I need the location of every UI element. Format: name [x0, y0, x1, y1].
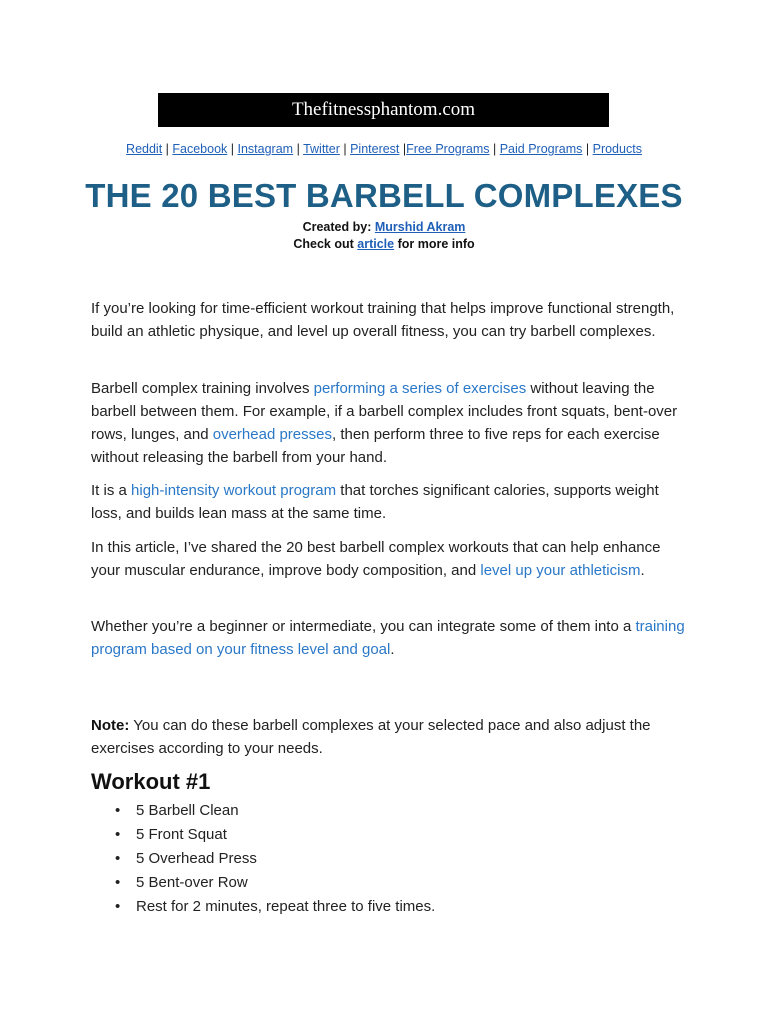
- series-of-exercises-link[interactable]: performing a series of exercises: [313, 380, 527, 397]
- list-item-text: 5 Bent-over Row: [136, 874, 248, 891]
- list-item-text: 5 Barbell Clean: [136, 802, 239, 819]
- note-label: Note:: [91, 717, 130, 734]
- credit-block: [0, 219, 768, 253]
- workout-list: [91, 799, 435, 919]
- link-reddit[interactable]: Reddit: [126, 142, 163, 156]
- site-banner: [158, 93, 609, 127]
- list-item-text: Rest for 2 minutes, repeat three to five times.: [136, 898, 436, 915]
- bullet-icon: •: [115, 826, 121, 843]
- link-paid-programs[interactable]: Paid Programs: [499, 142, 583, 156]
- bullet-icon: •: [115, 874, 121, 891]
- integration-paragraph: [91, 615, 691, 661]
- p2-text-b: without leaving the barbell between them. For example, if a barbell complex includes front squats, bent-over rows, lunges, and: [91, 380, 678, 443]
- complex-training-paragraph: [91, 377, 691, 469]
- bullet-icon: •: [115, 802, 121, 819]
- link-facebook[interactable]: Facebook: [172, 142, 228, 156]
- training-program-link[interactable]: training program based on your fitness level and goal: [91, 618, 685, 658]
- list-item: [91, 871, 435, 895]
- p5-text-b: .: [390, 641, 395, 658]
- list-item: [91, 895, 435, 919]
- p2-text-c: , then perform three to five reps for each exercise without releasing the barbell from your hand.: [91, 426, 660, 466]
- article-scope-paragraph: [91, 536, 691, 582]
- workout-title: Workout #1: [91, 769, 211, 794]
- level-up-link[interactable]: level up your athleticism: [480, 562, 641, 579]
- more-info-text: for more info: [397, 237, 475, 251]
- list-item-text: 5 Front Squat: [136, 826, 227, 843]
- note-text: You can do these barbell complexes at your selected pace and also adjust the exercises according to your needs.: [91, 717, 651, 757]
- p3-text-a: It is a: [91, 482, 132, 499]
- p4-text-a: In this article, I’ve shared the 20 best barbell complex workouts that can help enhance your muscular endurance, improve body composition, and: [91, 539, 661, 579]
- high-intensity-paragraph: [91, 479, 691, 525]
- author-link[interactable]: Murshid Akram: [374, 220, 466, 234]
- banner-text: Thefitnessphantom.com: [291, 99, 476, 120]
- bullet-icon: •: [115, 850, 121, 867]
- link-twitter[interactable]: Twitter: [303, 142, 340, 156]
- p5-text-a: Whether you’re a beginner or intermediate, you can integrate some of them into a: [91, 618, 636, 635]
- created-by-line: [0, 219, 768, 236]
- check-out-line: [0, 236, 768, 253]
- social-links-bar: Reddit | Facebook | Instagram | Twitter | Pinterest |Free Programs | Paid Programs | Products: [126, 142, 642, 156]
- list-item-text: 5 Overhead Press: [136, 850, 257, 867]
- list-item: [91, 847, 435, 871]
- link-free-programs[interactable]: Free Programs: [406, 142, 490, 156]
- link-products[interactable]: Products: [592, 142, 642, 156]
- p2-text-a: Barbell complex training involves: [91, 380, 314, 397]
- p3-text-b: that torches significant calories, supports weight loss, and builds lean mass at the same time.: [91, 482, 659, 522]
- p4-text-b: .: [640, 562, 645, 579]
- link-pinterest[interactable]: Pinterest: [350, 142, 400, 156]
- overhead-presses-link[interactable]: overhead presses: [212, 426, 332, 443]
- list-item: [91, 823, 435, 847]
- created-by-label: Created by:: [302, 220, 372, 234]
- note-paragraph: [91, 714, 691, 760]
- page-title: THE 20 BEST BARBELL COMPLEXES: [85, 177, 683, 214]
- check-out-text: Check out: [293, 237, 354, 251]
- article-link[interactable]: article: [357, 237, 395, 251]
- list-item: [91, 799, 435, 823]
- high-intensity-link[interactable]: high-intensity workout program: [131, 482, 337, 499]
- intro-paragraph: If you’re looking for time-efficient workout training that helps improve functional strength, build an athletic physique, and level up overall fitness, you can try barbell complexes.: [91, 300, 675, 340]
- bullet-icon: •: [115, 898, 121, 915]
- link-instagram[interactable]: Instagram: [237, 142, 294, 156]
